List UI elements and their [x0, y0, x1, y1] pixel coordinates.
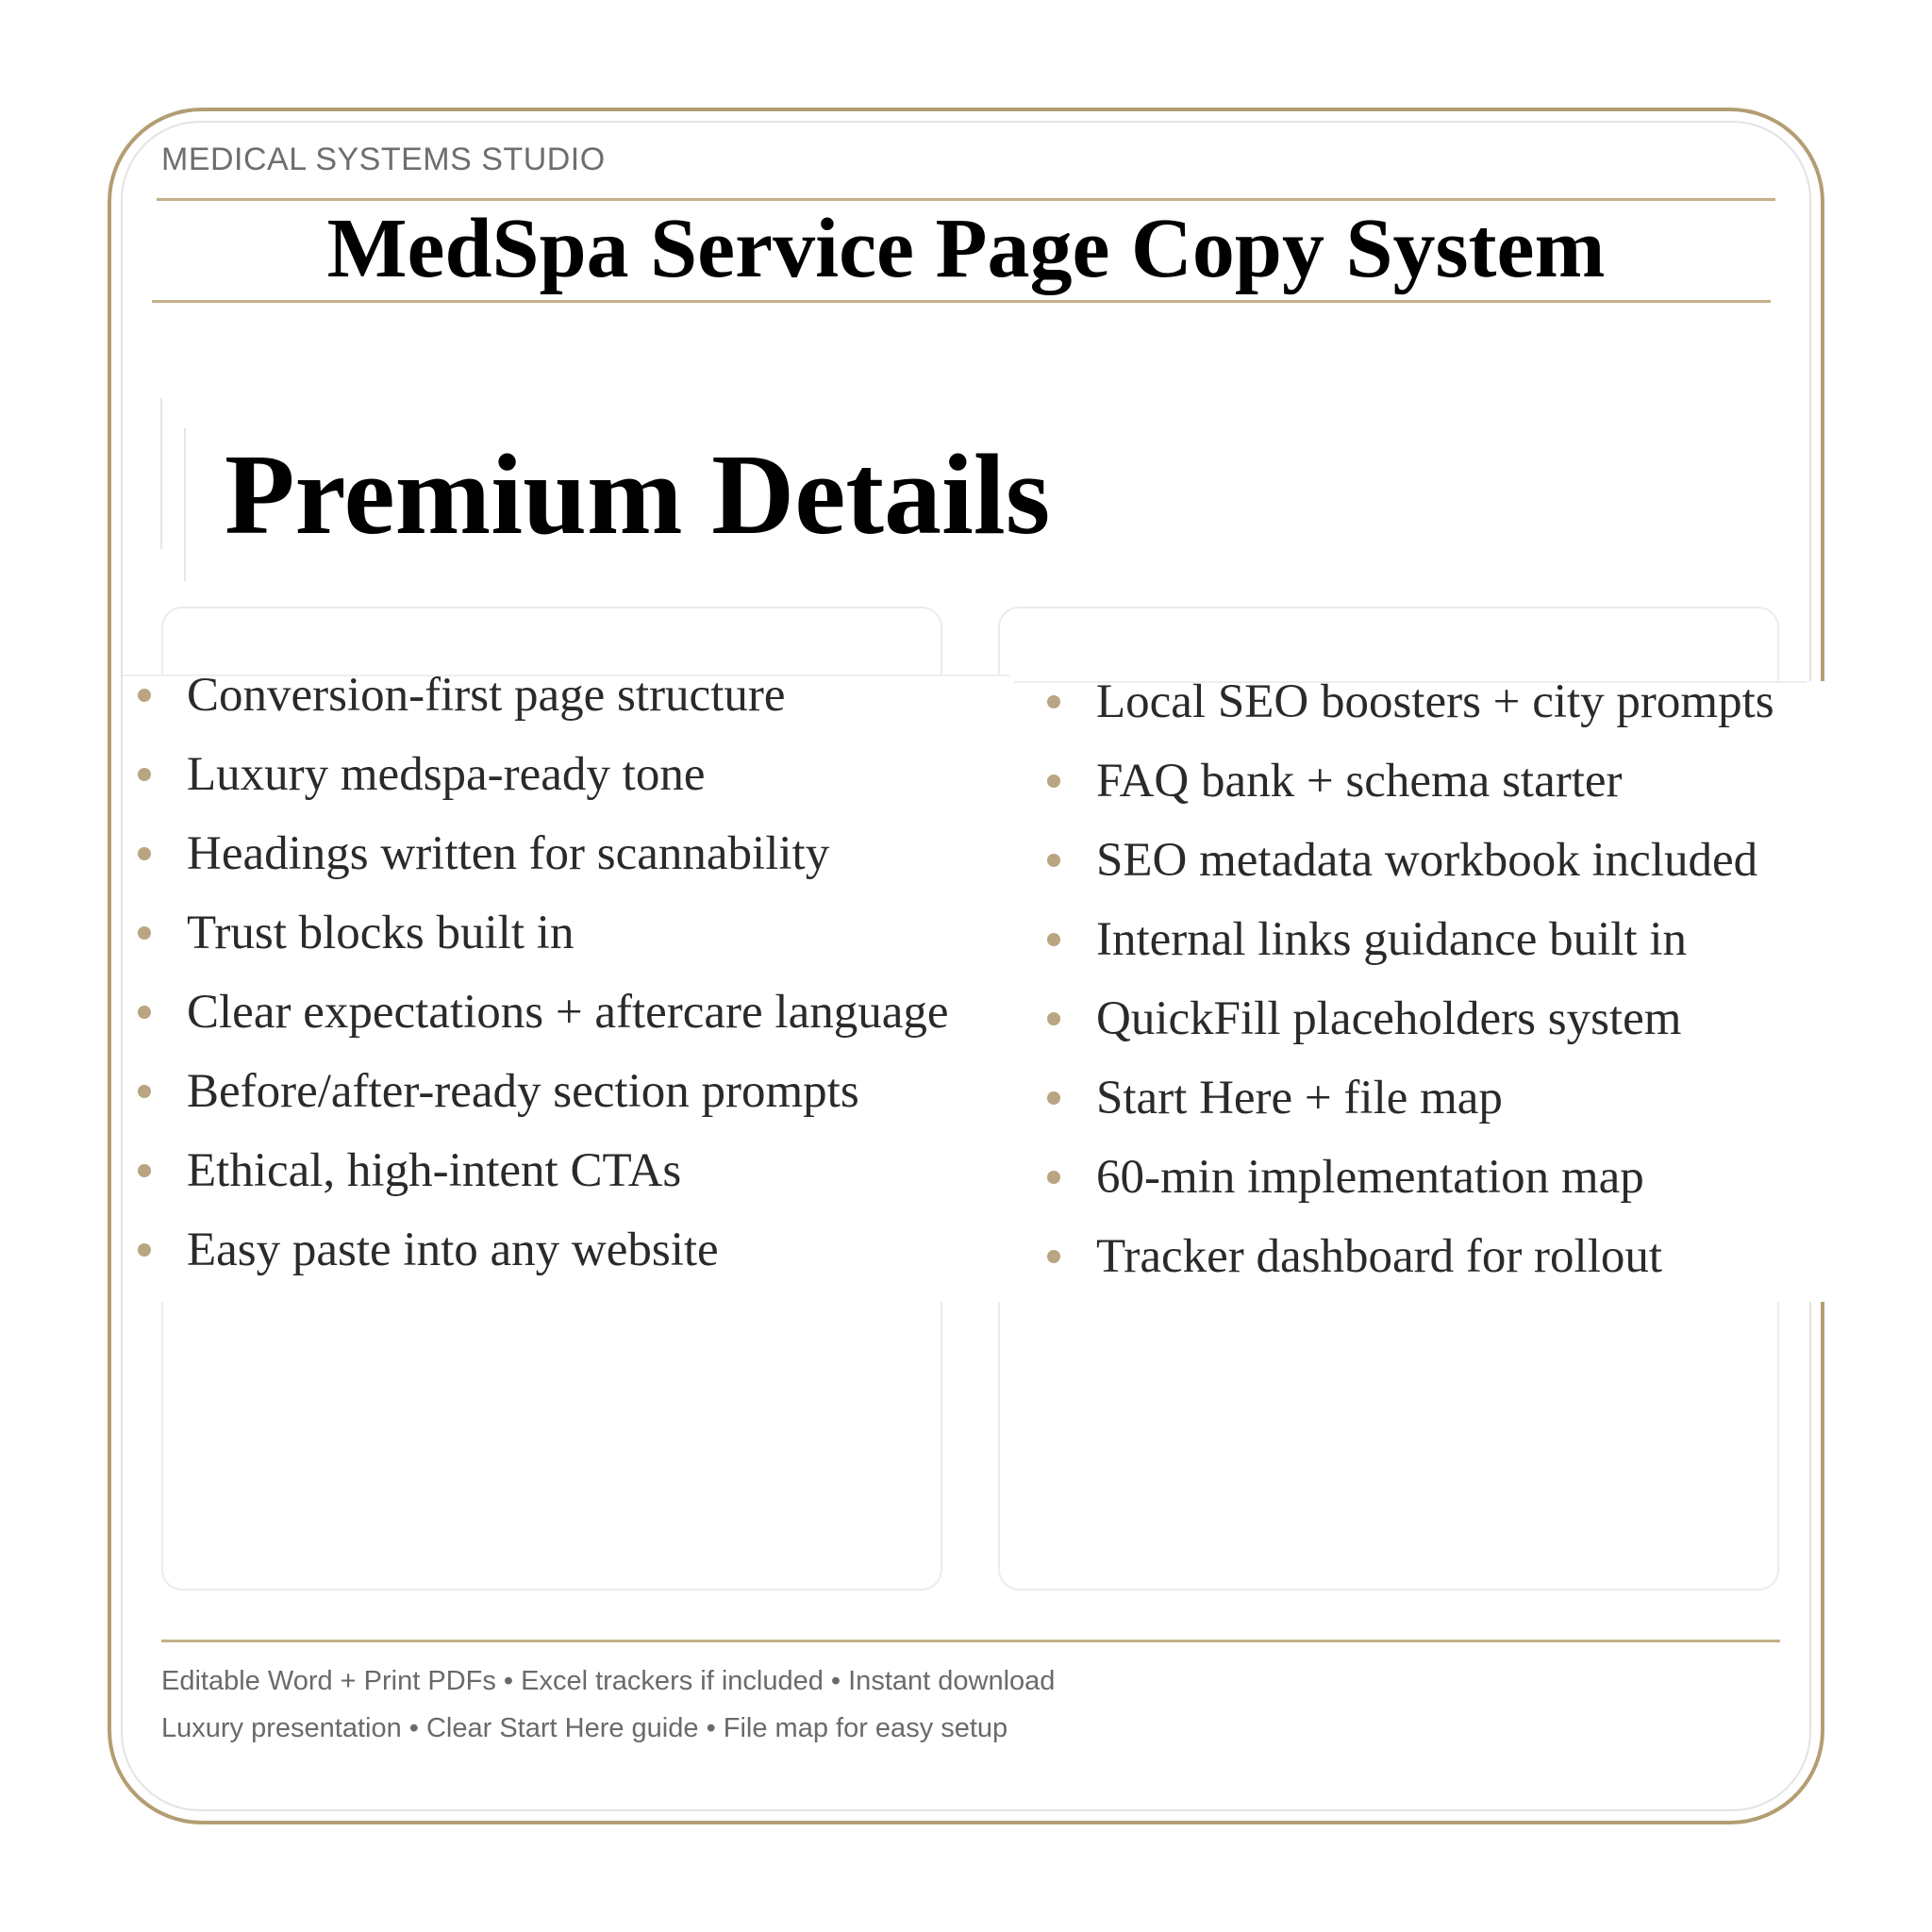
- feature-text: SEO metadata workbook included: [1096, 834, 1758, 887]
- bullet-icon: [1047, 774, 1060, 788]
- bullet-icon: [138, 1085, 151, 1098]
- bullet-icon: [138, 1006, 151, 1019]
- feature-text: 60-min implementation map: [1096, 1151, 1644, 1204]
- feature-text: Clear expectations + aftercare language: [187, 986, 949, 1039]
- title-bottom-divider: [152, 300, 1771, 303]
- feature-item: [1043, 979, 1774, 1058]
- bullet-icon: [1047, 854, 1060, 867]
- footer-line-1: Editable Word + Print PDFs • Excel trackers if included • Instant download: [161, 1666, 1056, 1696]
- feature-item: [1043, 1217, 1774, 1296]
- bullet-icon: [1047, 695, 1060, 708]
- feature-text: Local SEO boosters + city prompts: [1096, 675, 1774, 728]
- feature-list-left: [134, 656, 948, 1290]
- page-title: MedSpa Service Page Copy System: [326, 202, 1606, 295]
- feature-text: Trust blocks built in: [187, 907, 575, 959]
- section-accent-bar: [160, 398, 162, 549]
- feature-item: [1043, 1138, 1774, 1217]
- bullet-icon: [138, 1243, 151, 1257]
- footer-divider: [161, 1640, 1780, 1642]
- feature-item: [1043, 662, 1774, 741]
- bullet-icon: [1047, 1091, 1060, 1105]
- feature-text: Headings written for scannability: [187, 827, 830, 880]
- feature-item: [134, 1052, 948, 1131]
- feature-item: [1043, 900, 1774, 979]
- feature-text: Ethical, high-intent CTAs: [187, 1144, 682, 1197]
- feature-text: Internal links guidance built in: [1096, 913, 1688, 966]
- feature-item: [1043, 1058, 1774, 1138]
- bullet-icon: [138, 926, 151, 940]
- brand-label: MEDICAL SYSTEMS STUDIO: [161, 142, 606, 177]
- feature-item: [134, 1131, 948, 1210]
- feature-item: [134, 973, 948, 1052]
- feature-text: QuickFill placeholders system: [1096, 992, 1682, 1045]
- feature-text: FAQ bank + schema starter: [1096, 755, 1623, 808]
- feature-item: [1043, 821, 1774, 900]
- feature-text: Easy paste into any website: [187, 1224, 719, 1276]
- feature-item: [134, 814, 948, 893]
- bullet-icon: [138, 768, 151, 781]
- feature-text: Start Here + file map: [1096, 1072, 1503, 1124]
- bullet-icon: [1047, 1012, 1060, 1025]
- section-accent-bar: [184, 428, 186, 581]
- bullet-icon: [138, 847, 151, 860]
- feature-item: [134, 656, 948, 735]
- feature-item: [134, 1210, 948, 1290]
- bullet-icon: [1047, 933, 1060, 946]
- feature-text: Conversion-first page structure: [187, 669, 786, 722]
- feature-text: Tracker dashboard for rollout: [1096, 1230, 1663, 1283]
- bullet-icon: [1047, 1171, 1060, 1184]
- feature-item: [1043, 741, 1774, 821]
- feature-item: [134, 893, 948, 973]
- footer-line-2: Luxury presentation • Clear Start Here guide • File map for easy setup: [161, 1713, 1008, 1743]
- bullet-icon: [138, 1164, 151, 1177]
- bullet-icon: [1047, 1250, 1060, 1263]
- feature-text: Before/after-ready section prompts: [187, 1065, 859, 1118]
- bullet-icon: [138, 689, 151, 702]
- section-title: Premium Details: [225, 431, 1051, 558]
- feature-list-right: [1043, 662, 1774, 1296]
- feature-item: [134, 735, 948, 814]
- feature-text: Luxury medspa-ready tone: [187, 748, 706, 801]
